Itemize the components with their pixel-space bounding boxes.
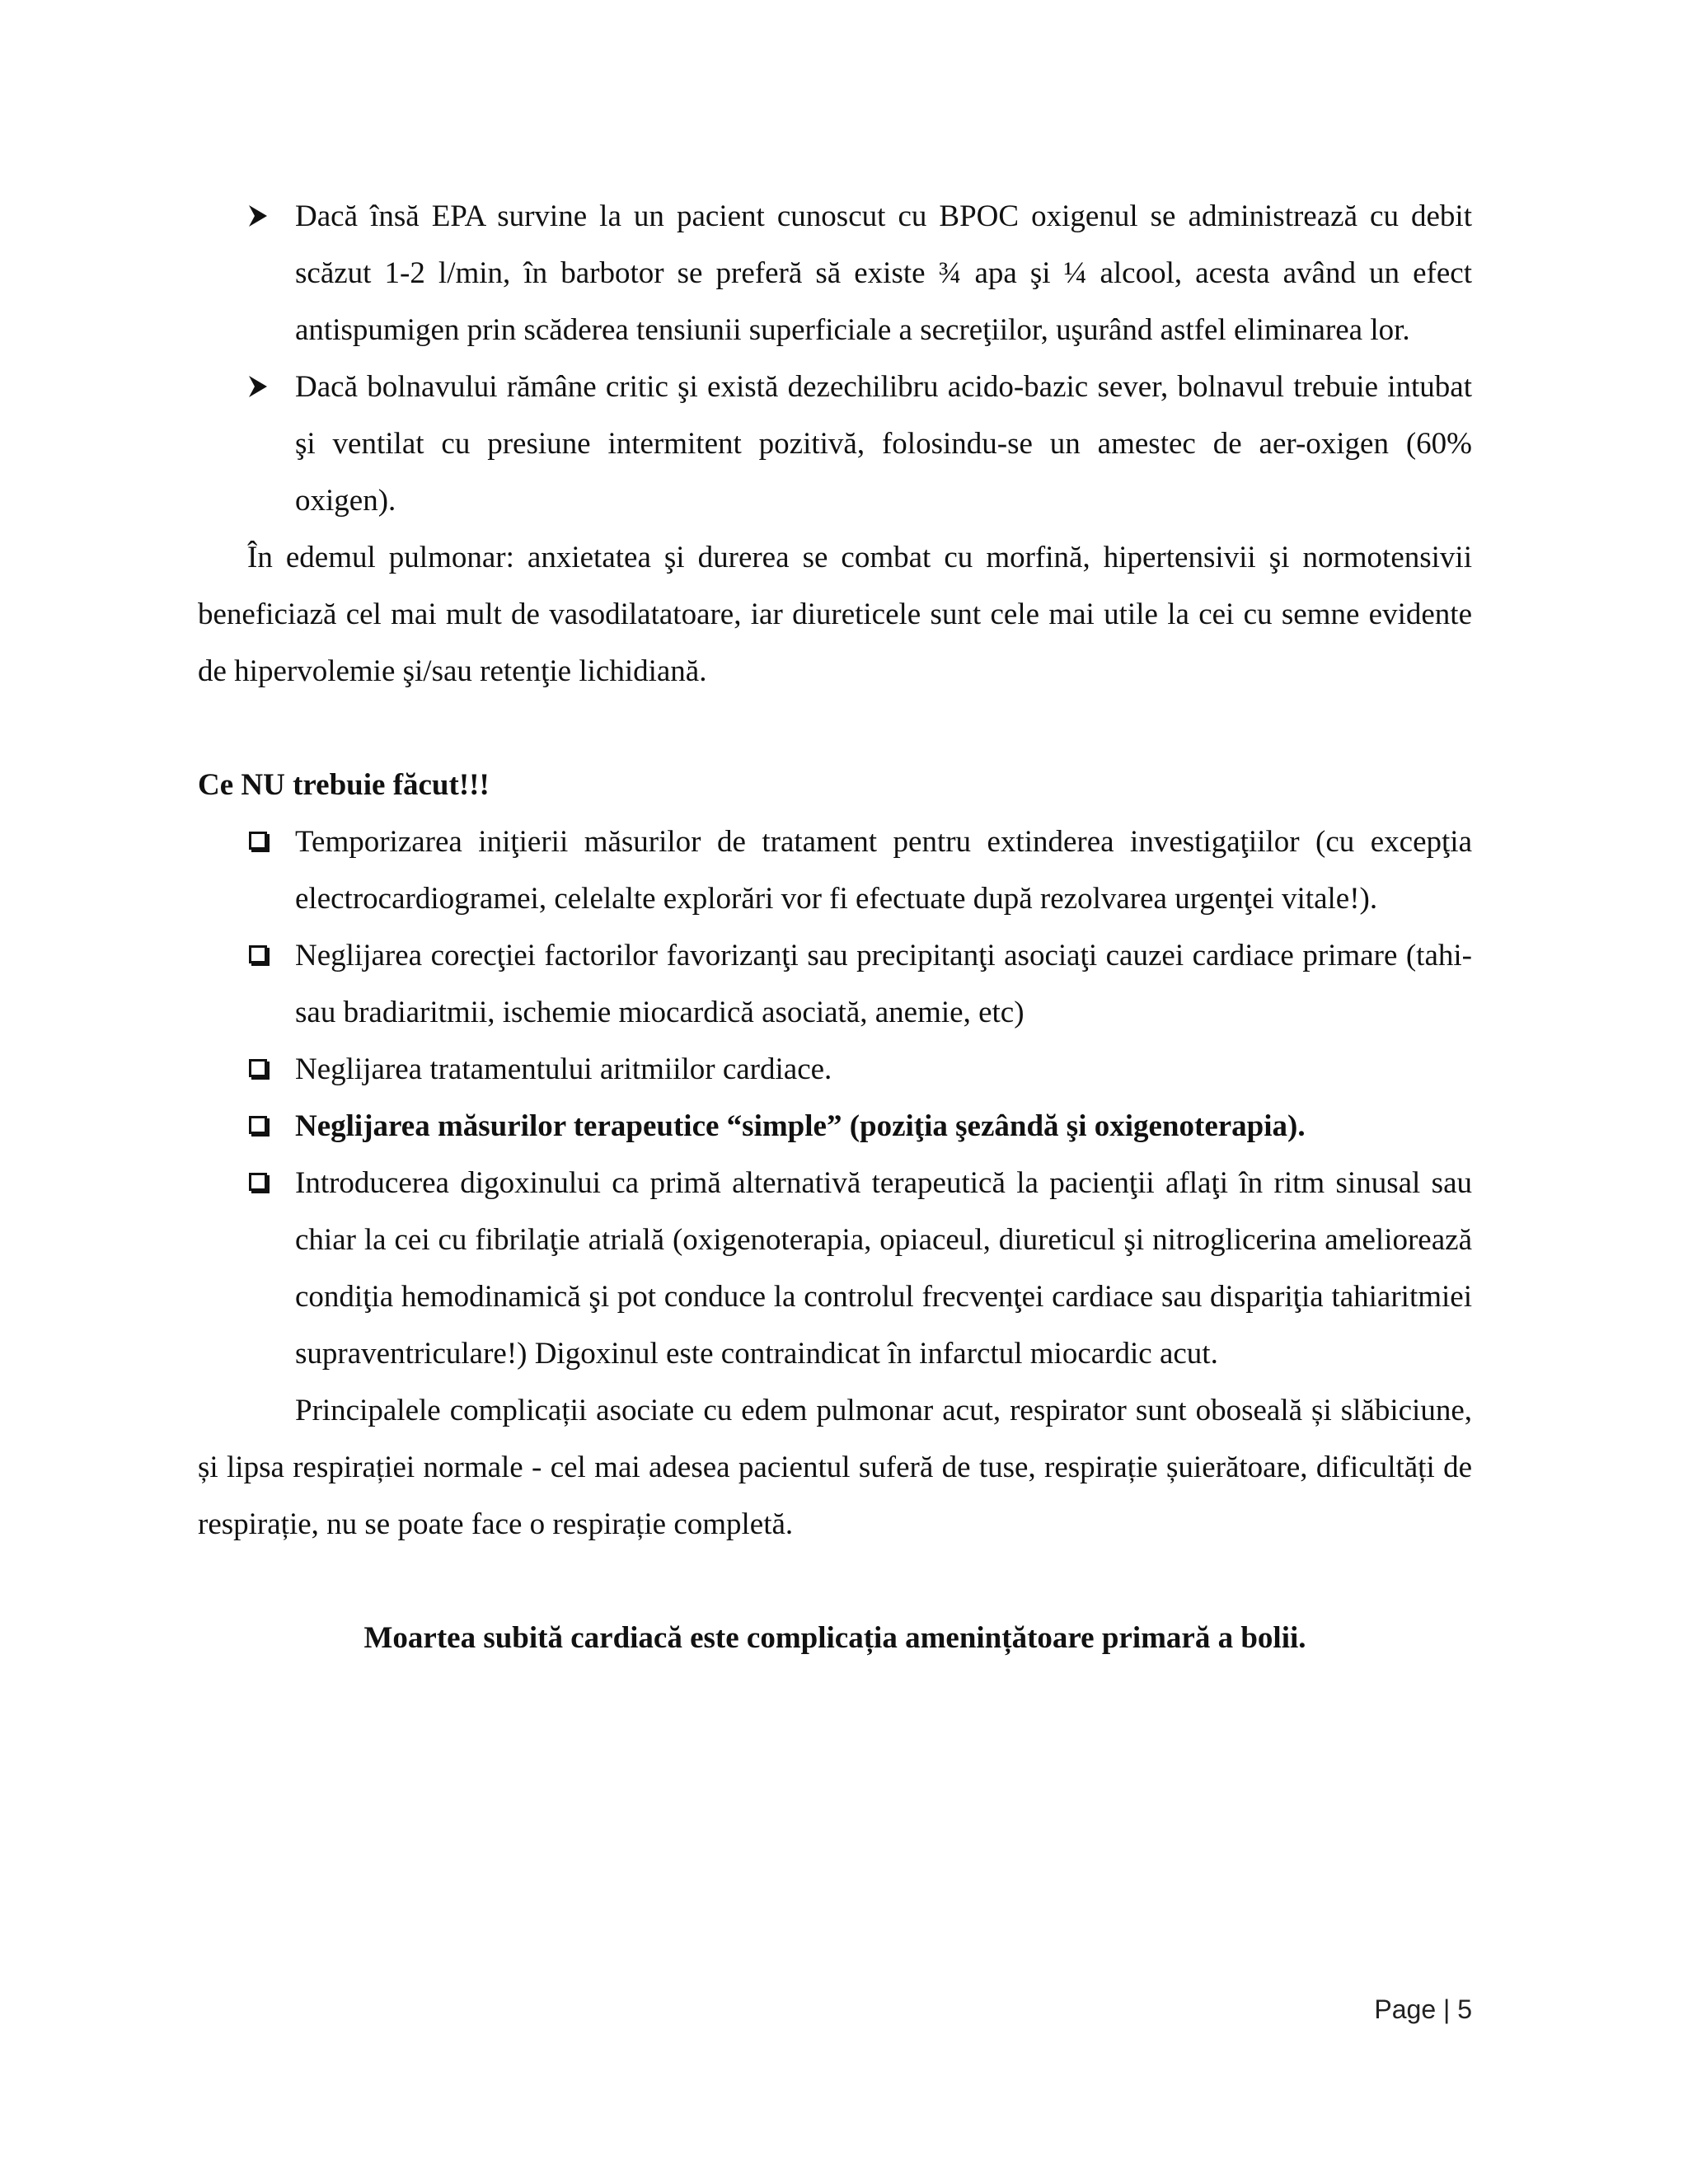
list-item-text: Dacă însă EPA survine la un pacient cunoscut cu BPOC oxigenul se administrează cu debit scăzut 1-2 l/min, în barbotor se preferă să existe ¾ apa şi ¼ alcool, acesta având un efect antispumigen prin scăderea tensiunii superficiale a secreţiilor, uşurând astfel eliminarea lor. (295, 199, 1472, 347)
arrow-bullet-list (198, 188, 1472, 529)
box-bullet-icon (249, 1041, 282, 1098)
list-item-text: Neglijarea măsurilor terapeutice “simple” (poziţia şezândă şi oxigenoterapia). (295, 1109, 1306, 1143)
box-bullet-icon (249, 813, 282, 870)
list-item-text: Introducerea digoxinului ca primă alternativă terapeutică la pacienţii aflaţi în ritm sinusal sau chiar la cei cu fibrilaţie atrială (oxigenoterapia, opiaceul, diureticul şi nitroglicerina ameliorează condiţia hemodinamică şi pot conduce la controlul frecvenţei cardiace sau dispariţia tahiaritmiei supraventriculare!) Digoxinul este contraindicat în infarctul miocardic acut. (295, 1166, 1472, 1371)
checkbox-bullet-list (198, 813, 1472, 1382)
conclusion-text: Moartea subită cardiacă este complicația amenințătoare primară a bolii. (363, 1621, 1306, 1655)
list-item (198, 813, 1472, 927)
list-item (198, 359, 1472, 529)
paragraph-complicatii: Principalele complicații asociate cu edem pulmonar acut, respirator sunt oboseală și slăbiciune, și lipsa respirației normale - cel mai adesea pacientul suferă de tuse, respirație șuierătoare, dificultăți de respirație, nu se poate face o respirație completă. (198, 1394, 1472, 1541)
list-item-text: Neglijarea tratamentului aritmiilor cardiace. (295, 1052, 832, 1086)
list-item (198, 1041, 1472, 1098)
list-item (198, 1155, 1472, 1382)
document-page (198, 188, 1472, 1666)
list-item-text: Neglijarea corecţiei factorilor favorizanţi sau precipitanţi asociaţi cauzei cardiace primare (tahi- sau bradiaritmii, ischemie miocardică asociată, anemie, etc) (295, 939, 1472, 1029)
list-item (198, 1098, 1472, 1155)
box-bullet-icon (249, 1098, 282, 1155)
box-bullet-icon (249, 1155, 282, 1212)
list-item (198, 927, 1472, 1041)
section-heading: Ce NU trebuie făcut!!! (198, 768, 490, 802)
paragraph-edem: În edemul pulmonar: anxietatea şi durerea se combat cu morfină, hipertensivii şi normotensivii beneficiază cel mai mult de vasodilatatoare, iar diureticele sunt cele mai utile la cei cu semne evidente de hipervolemie şi/sau retenţie lichidiană. (198, 541, 1472, 688)
arrow-bullet-icon (247, 188, 280, 245)
page-number: Page | 5 (1374, 1994, 1472, 2024)
list-item-text: Temporizarea iniţierii măsurilor de tratament pentru extinderea investigaţiilor (cu excepţia electrocardiogramei, celelalte explorări vor fi efectuate după rezolvarea urgenţei vitale!). (295, 825, 1472, 916)
list-item (198, 188, 1472, 359)
list-item-text: Dacă bolnavului rămâne critic şi există dezechilibru acido-bazic sever, bolnavul trebuie intubat şi ventilat cu presiune intermitent pozitivă, folosindu-se un amestec de aer-oxigen (60% oxigen). (295, 370, 1472, 518)
box-bullet-icon (249, 927, 282, 984)
arrow-bullet-icon (247, 359, 280, 415)
